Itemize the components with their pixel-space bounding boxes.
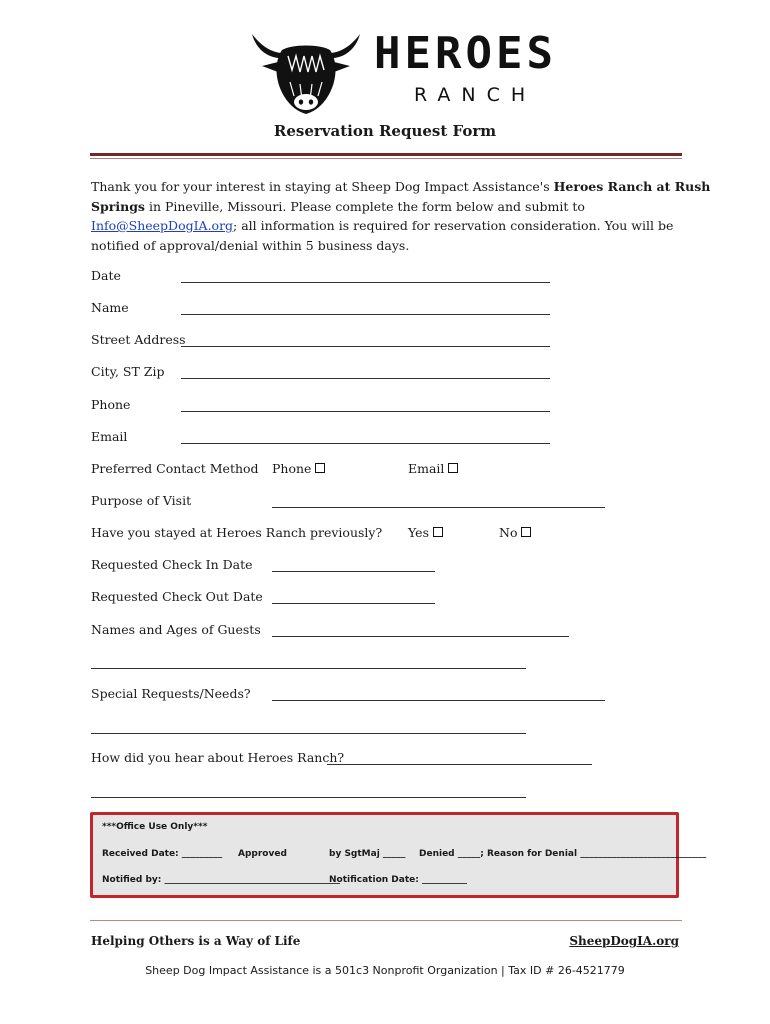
stayed-yes-label: Yes <box>408 525 429 540</box>
purpose-field[interactable] <box>272 507 605 508</box>
special-requests-field[interactable] <box>272 700 605 701</box>
contact-email-label: Email <box>408 461 445 476</box>
intro-text-2: in Pineville, Missouri. Please complete the form below and submit to <box>144 198 585 214</box>
stayed-no-checkbox[interactable] <box>521 527 531 537</box>
date-label: Date <box>91 268 121 283</box>
name-label: Name <box>91 300 129 315</box>
guests-label: Names and Ages of Guests <box>91 622 261 637</box>
contact-phone-option[interactable] <box>272 460 325 478</box>
sgtmaj-field[interactable]: by SgtMaj _____ <box>329 849 406 859</box>
contact-method-label: Preferred Contact Method <box>91 461 259 476</box>
street-address-field[interactable] <box>181 346 550 347</box>
form-title: Reservation Request Form <box>273 122 497 140</box>
referral-field[interactable] <box>327 764 592 765</box>
stayed-no-label: No <box>499 525 518 540</box>
brand-subtitle: RANCH <box>414 84 537 106</box>
referral-field-extra[interactable] <box>91 797 526 798</box>
notification-date-field[interactable]: Notification Date: __________ <box>329 875 467 885</box>
guests-field[interactable] <box>272 636 569 637</box>
footer-website-link[interactable]: SheepDogIA.org <box>569 934 679 948</box>
stayed-yes-checkbox[interactable] <box>433 527 443 537</box>
intro-paragraph <box>91 177 711 255</box>
city-state-zip-field[interactable] <box>181 378 550 379</box>
footer-divider <box>90 920 682 921</box>
check-in-field[interactable] <box>272 571 435 572</box>
footer-motto: Helping Others is a Way of Life <box>91 934 301 948</box>
intro-text-1: Thank you for your interest in staying at Sheep Dog Impact Assistance's <box>91 179 554 194</box>
office-use-box <box>90 812 707 898</box>
purpose-label: Purpose of Visit <box>91 493 192 508</box>
phone-field[interactable] <box>181 411 550 412</box>
email-field[interactable] <box>181 443 550 444</box>
heroes-ranch-logo <box>248 26 558 118</box>
date-field[interactable] <box>181 282 550 283</box>
guests-field-extra[interactable] <box>91 668 526 669</box>
title-divider <box>90 153 682 156</box>
check-in-label: Requested Check In Date <box>91 557 253 572</box>
intro-ranch-name: Heroes Ranch at Rush Springs <box>91 179 711 214</box>
contact-email-checkbox[interactable] <box>448 463 458 473</box>
street-address-label: Street Address <box>91 332 186 347</box>
footer-legal: Sheep Dog Impact Assistance is a 501c3 Nonprofit Organization | Tax ID # 26-4521779 <box>145 964 625 977</box>
stayed-previously-label: Have you stayed at Heroes Ranch previously? <box>91 525 383 540</box>
stayed-yes-option[interactable] <box>408 524 443 542</box>
highland-cow-icon <box>248 26 366 118</box>
contact-email-option[interactable] <box>408 460 458 478</box>
notified-by-field[interactable]: Notified by: _______________________________________ <box>102 875 340 885</box>
check-out-field[interactable] <box>272 603 435 604</box>
title-divider-thin <box>90 158 682 159</box>
approved-label: Approved <box>238 849 287 859</box>
email-link[interactable]: Info@SheepDogIA.org <box>91 218 234 233</box>
special-requests-field-extra[interactable] <box>91 733 526 734</box>
received-date-field[interactable]: Received Date: _________ <box>102 849 223 859</box>
special-requests-label: Special Requests/Needs? <box>91 686 251 701</box>
office-use-title: ***Office Use Only*** <box>102 822 208 832</box>
brand-name: HEROES <box>374 28 557 79</box>
phone-label: Phone <box>91 397 131 412</box>
denied-field[interactable]: Denied _____; Reason for Denial ____________________________ <box>419 849 707 859</box>
contact-phone-label: Phone <box>272 461 312 476</box>
referral-label: How did you hear about Heroes Ranch? <box>91 750 345 765</box>
check-out-label: Requested Check Out Date <box>91 589 263 604</box>
city-state-zip-label: City, ST Zip <box>91 364 165 379</box>
email-label: Email <box>91 429 128 444</box>
intro-text-3: ; all information is required for reservation consideration. You will be notified of approval/denial within 5 business days. <box>91 218 674 253</box>
name-field[interactable] <box>181 314 550 315</box>
stayed-no-option[interactable] <box>499 524 531 542</box>
contact-phone-checkbox[interactable] <box>315 463 325 473</box>
